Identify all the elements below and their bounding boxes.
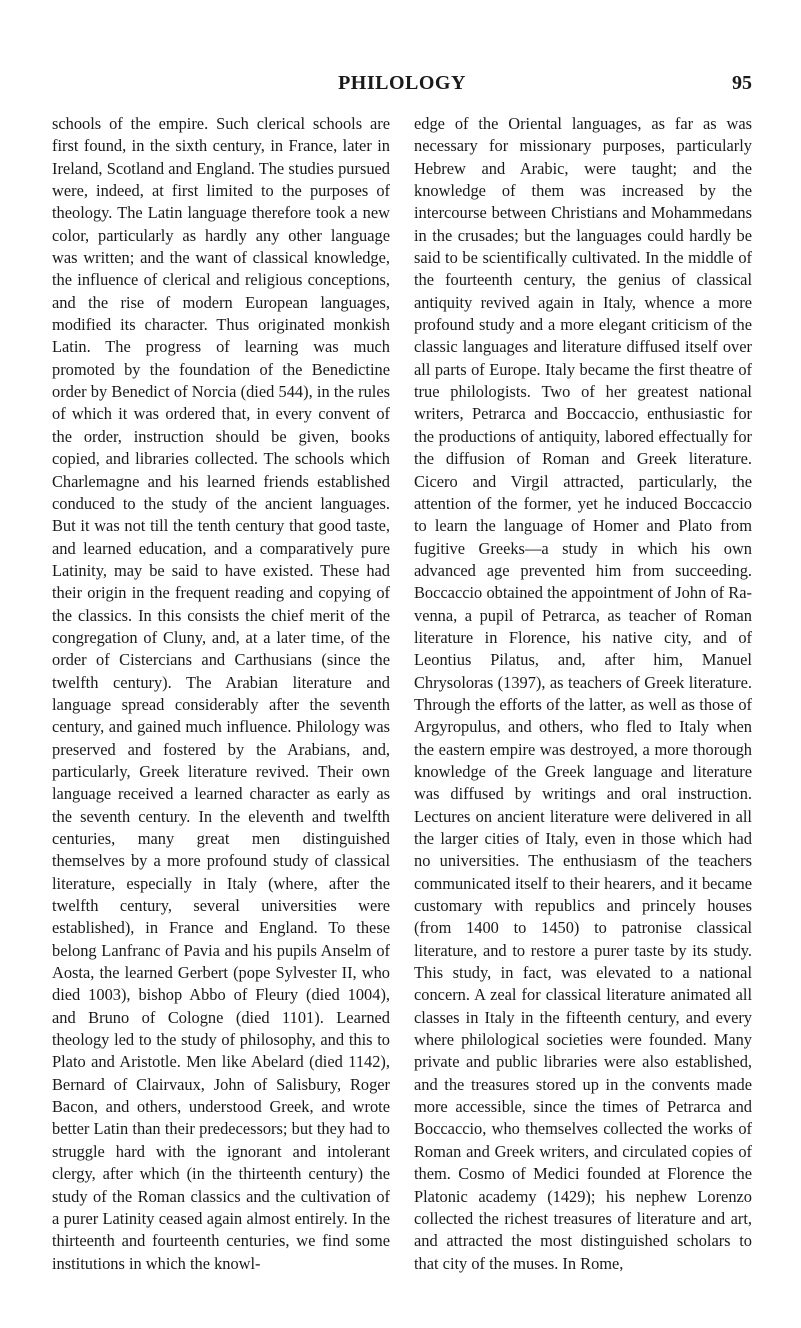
- page-number: 95: [732, 72, 752, 94]
- page-title: PHILOLOGY: [338, 72, 466, 94]
- right-column: [414, 113, 752, 1323]
- left-column: [52, 113, 390, 1323]
- running-head: [52, 70, 752, 96]
- left-column-text: schools of the empire. Such clerical schools are first found, in the sixth century, in France, later in Ireland, Scotland and England. The studies pursued were, indeed, at first limited to the purposes of theology. The Latin language therefore took a new color, particularly as hardly any other language was written; and the want of classical knowledge, the influence of clerical and religious conceptions, and the rise of modern European languages, modified its character. Thus originated monkish Latin. The progress of learning was much promoted by the foundation of the Benedictine order by Benedict of Norcia (died 544), in the rules of which it was ordered that, in every convent of the order, instruction should be given, books copied, and libraries collected. The schools which Charlemagne and his learned friends established conduced to the study of the ancient languages. But it was not till the tenth century that good taste, and learned education, and a comparatively pure Latinity, may be said to have existed. These had their origin in the frequent reading and copying of the classics. In this consists the chief merit of the congregation of Cluny, and, at a later time, of the order of Cistercians and Carthusians (since the twelfth century). The Arabian literature and language spread considerably after the seventh century, and gained much influence. Philology was preserved and fostered by the Arabians, and, particularly, Greek literature revived. Their own language received a learned character as early as the seventh century. In the eleventh and twelfth centuries, many great men distinguished themselves by a more profound study of classical literature, especially in Italy (where, after the twelfth century, several universities were established), in France and England. To these belong Lanfranc of Pavia and his pupils Anselm of Aosta, the learned Gerbert (pope Sylvester II, who died 1003), bishop Abbo of Fleury (died 1004), and Bruno of Cologne (died 1101). Learned theology led to the study of philosophy, and this to Plato and Aristotle. Men like Abelard (died 1142), Bernard of Clairvaux, John of Salisbury, Roger Bacon, and others, understood Greek, and wrote better Latin than their predecessors; but they had to struggle hard with the ignorant and intolerant clergy, after which (in the thirteenth century) the study of the Roman classics and the cultivation of a purer Latinity ceased again almost entirely. In the thirteenth and fourteenth centuries, we find some institutions in which the knowl-: [52, 114, 390, 1273]
- right-column-text: edge of the Oriental languages, as far as was necessary for missionary purposes, particularly Hebrew and Arabic, were taught; and the knowledge of them was increased by the intercourse between Christians and Mohammedans in the crusades; but the languages could hardly be said to be scientifically cultivated. In the middle of the fourteenth century, the genius of classical antiquity revived again in Italy, whence a more profound study and a more elegant criticism of the classic languages and literature diffused itself over all parts of Europe. Italy became the first theatre of true philologists. Two of her greatest national writers, Petrarca and Boccaccio, enthusiastic for the productions of antiquity, labored effectually for the diffusion of Roman and Greek literature. Cicero and Virgil attracted, particularly, the attention of the former, yet he induced Boccaccio to learn the language of Homer and Plato from fugitive Greeks—a study in which his own advanced age prevented him from succeeding. Boccaccio obtained the appointment of John of Ravenna, a pupil of Petrarca, as teacher of Roman literature in Florence, his native city, and of Leontius Pilatus, and, after him, Manuel Chrysoloras (1397), as teachers of Greek literature. Through the efforts of the latter, as well as those of Argyropulus, and others, who fled to Italy when the eastern empire was destroyed, a more thorough knowledge of the Greek language and literature was diffused by writings and oral instruction. Lectures on ancient literature were delivered in all the larger cities of Italy, even in those which had no universities. The enthusiasm of the teachers communicated itself to their hearers, and it became customary with republics and princely houses (from 1400 to 1450) to patronise classical literature, and to restore a purer taste by its study. This study, in fact, was elevated to a national concern. A zeal for classical literature animated all classes in Italy in the fifteenth century, and every where philological societies were founded. Many private and public libraries were also established, and the treasures stored up in the convents made more accessible, since the times of Petrarca and Boccaccio, who themselves collected the works of Roman and Greek writers, and circulated copies of them. Cosmo of Medici founded at Florence the Platonic academy (1429); his nephew Lorenzo collected the richest treasures of literature and art, and attracted the most distinguished scholars to that city of the muses. In Rome,: [414, 114, 752, 1273]
